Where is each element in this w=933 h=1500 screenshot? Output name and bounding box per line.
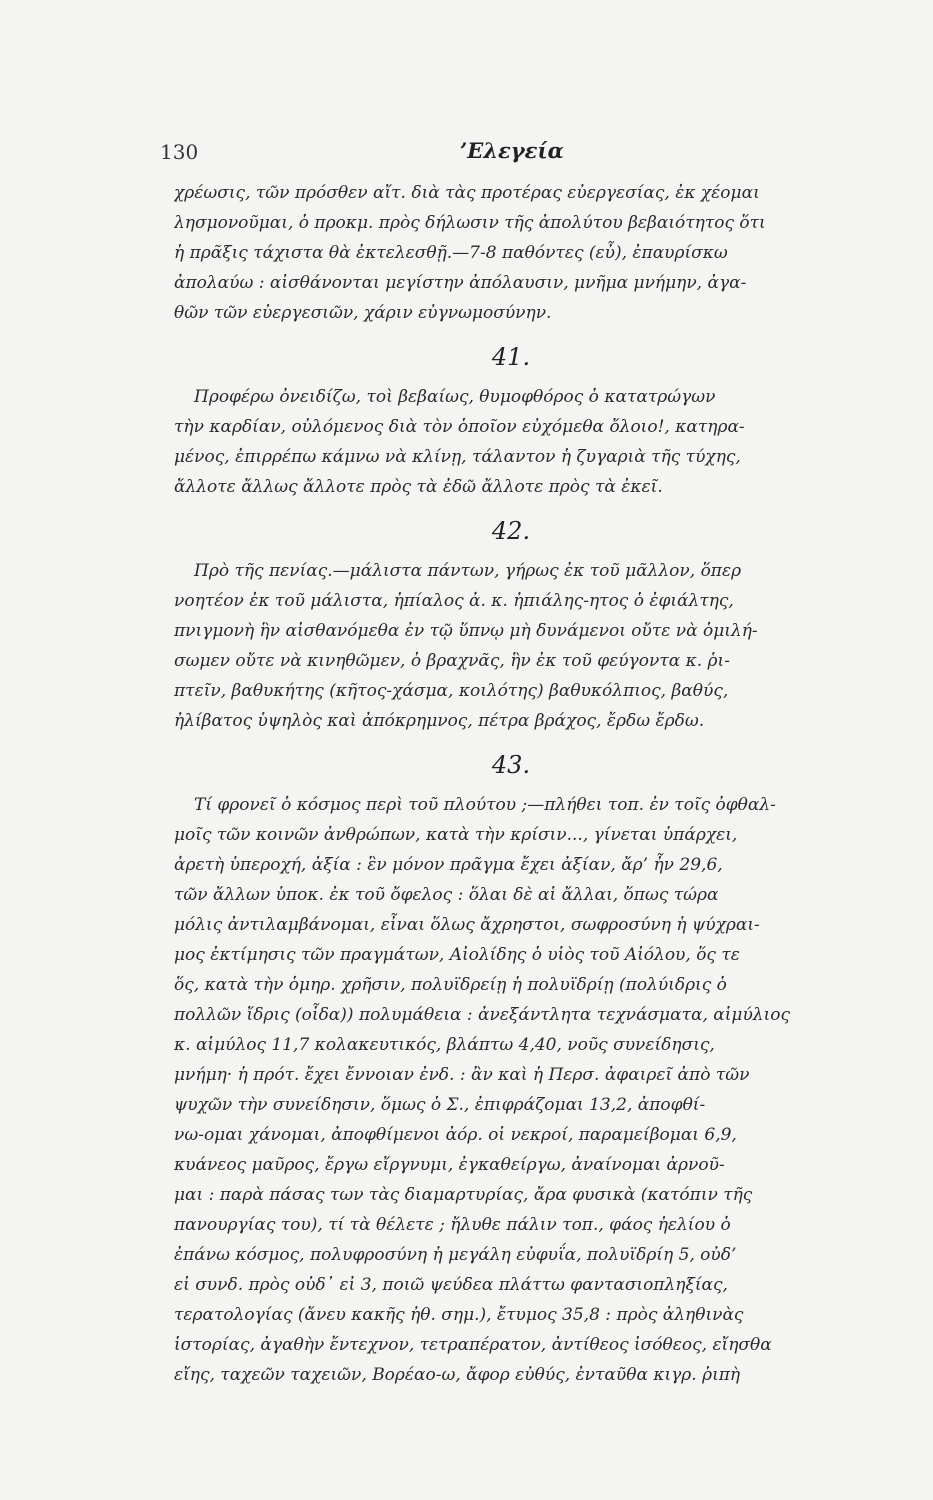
running-title: ’Ελεγεία [460,138,564,163]
text-line: ἠλίβατος ὑψηλὸς καὶ ἀπόκρημνος, πέτρα βράχος, ἔρδω ἔρδω. [174,711,705,731]
text-line: τὴν καρδίαν, οὐλόμενος διὰ τὸν ὁποῖον εὐχόμεθα ὄλοιο!, κατηρα- [174,417,745,437]
text-line: ψυχῶν τὴν συνείδησιν, ὅμως ὁ Σ., ἐπιφράζομαι 13,2, ἀποφθί- [174,1095,706,1115]
text-line: νοητέον ἐκ τοῦ μάλιστα, ἠπίαλος ἀ. κ. ἠπιάλης-ητος ὁ ἐφιάλτης, [174,591,734,611]
text-line: μος ἐκτίμησις τῶν πραγμάτων, Αἰολίδης ὁ υἱὸς τοῦ Αἰόλου, ὅς τε [174,945,740,965]
text-line: τῶν ἄλλων ὑποκ. ἐκ τοῦ ὄφελος : ὅλαι δὲ αἱ ἄλλαι, ὅπως τώρα [174,885,719,905]
text-line: σωμεν οὔτε νὰ κινηθῶμεν, ὁ βραχνᾶς, ἣν ἐκ τοῦ φεύγοντα κ. ῥι- [174,651,730,671]
paragraph-intro [174,178,874,328]
text-line: θῶν τῶν εὐεργεσιῶν, χάριν εὐγνωμοσύνην. [174,303,552,323]
text-line: Προφέρω ὀνειδίζω, τοὶ βεβαίως, θυμοφθόρος ὁ κατατρώγων [194,387,716,407]
text-line: εἰ συνδ. πρὸς οὐδ᾽ εἰ 3, ποιῶ ψεύδεα πλάττω φαντασιοπληξίας, [174,1275,728,1295]
paragraph-41 [174,382,874,502]
page-number: 130 [160,140,199,164]
text-line: μόλις ἀντιλαμβάνομαι, εἶναι ὅλως ἄχρηστοι, σωφροσύνη ἡ ψύχραι- [174,915,760,935]
text-line: κ. αἱμύλος 11,7 κολακευτικός, βλάπτω 4,40, νοῦς συνείδησις, [174,1035,715,1055]
text-line: χρέωσις, τῶν πρόσθεν αἴτ. διὰ τὰς προτέρας εὐεργεσίας, ἐκ χέομαι [174,183,760,203]
section-number: 42. [491,517,531,545]
text-line: μοῖς τῶν κοινῶν ἀνθρώπων, κατὰ τὴν κρίσιν..., γίνεται ὑπάρχει, [174,825,738,845]
text-line: ἀπολαύω : αἰσθάνονται μεγίστην ἀπόλαυσιν, μνῆμα μνήμην, ἀγα- [174,273,747,293]
text-line: ἱστορίας, ἀγαθὴν ἔντεχνον, τετραπέρατον, ἀντίθεος ἰσόθεος, εἴησθα [174,1335,772,1355]
text-line: πτεῖν, βαθυκήτης (κῆτος-χάσμα, κοιλότης) βαθυκόλπιος, βαθύς, [174,681,729,701]
text-line: εἴης, ταχεῶν ταχειῶν, Βορέαο-ω, ἄφορ εὐθύς, ἐνταῦθα κιγρ. ῥιπὴ [174,1365,741,1385]
text-line: ἀρετὴ ὑπεροχή, ἀξία : ἓν μόνον πρᾶγμα ἔχει ἀξίαν, ἄρ’ ἦν 29,6, [174,855,723,875]
section-number: 41. [491,343,531,371]
text-line: μένος, ἐπιρρέπω κάμνω νὰ κλίνῃ, τάλαντον ἡ ζυγαριὰ τῆς τύχης, [174,447,741,467]
paragraph-43 [174,790,874,1390]
text-line: τερατολογίας (ἄνευ κακῆς ἠθ. σημ.), ἔτυμος 35,8 : πρὸς ἀληθινὰς [174,1305,744,1325]
text-line: κυάνεος μαῦρος, ἔργω εἴργνυμι, ἐγκαθείργω, ἀναίνομαι ἀρνοῦ- [174,1155,725,1175]
text-line: πανουργίας του), τί τὰ θέλετε ; ἤλυθε πάλιν τοπ., φάος ἠελίου ὁ [174,1215,731,1235]
text-line: Τί φρονεῖ ὁ κόσμος περὶ τοῦ πλούτου ;—πλήθει τοπ. ἐν τοῖς ὀφθαλ- [194,795,776,815]
text-line: ἄλλοτε ἄλλως ἄλλοτε πρὸς τὰ ἐδῶ ἄλλοτε πρὸς τὰ ἐκεῖ. [174,477,663,497]
paragraph-42 [174,556,874,736]
text-line: πολλῶν ἴδρις (οἶδα)) πολυμάθεια : ἀνεξάντλητα τεχνάσματα, αἱμύλιος [174,1005,791,1025]
section-number: 43. [491,751,531,779]
text-line: ὅς, κατὰ τὴν ὁμηρ. χρῆσιν, πολυϊδρείῃ ἡ πολυϊδρίῃ (πολύιδρις ὁ [174,975,727,995]
text-line: λησμονοῦμαι, ὁ προκμ. πρὸς δήλωσιν τῆς ἀπολύτου βεβαιότητος ὅτι [174,213,766,233]
text-line: Πρὸ τῆς πενίας.—μάλιστα πάντων, γήρως ἐκ τοῦ μᾶλλον, ὅπερ [194,561,742,581]
text-line: πνιγμονὴ ἣν αἰσθανόμεθα ἐν τῷ ὕπνῳ μὴ δυνάμενοι οὔτε νὰ ὁμιλή- [174,621,758,641]
text-line: ἡ πρᾶξις τάχιστα θὰ ἐκτελεσθῇ.—7-8 παθόντες (εὖ), ἐπαυρίσκω [174,243,728,263]
text-line: μνήμη· ἡ πρότ. ἔχει ἔννοιαν ἐνδ. : ἂν καὶ ἡ Περσ. ἀφαιρεῖ ἀπὸ τῶν [174,1065,750,1085]
page-header [160,140,780,176]
text-line: νω-ομαι χάνομαι, ἀποφθίμενοι ἀόρ. οἱ νεκροί, παραμείβομαι 6,9, [174,1125,737,1145]
text-line: μαι : παρὰ πάσας των τὰς διαμαρτυρίας, ἄρα φυσικὰ (κατόπιν τῆς [174,1185,753,1205]
commentary-text [174,178,874,1390]
text-line: ἐπάνω κόσμος, πολυφροσύνη ἡ μεγάλη εὐφυΐα, πολυϊδρίη 5, οὐδ’ [174,1245,737,1265]
